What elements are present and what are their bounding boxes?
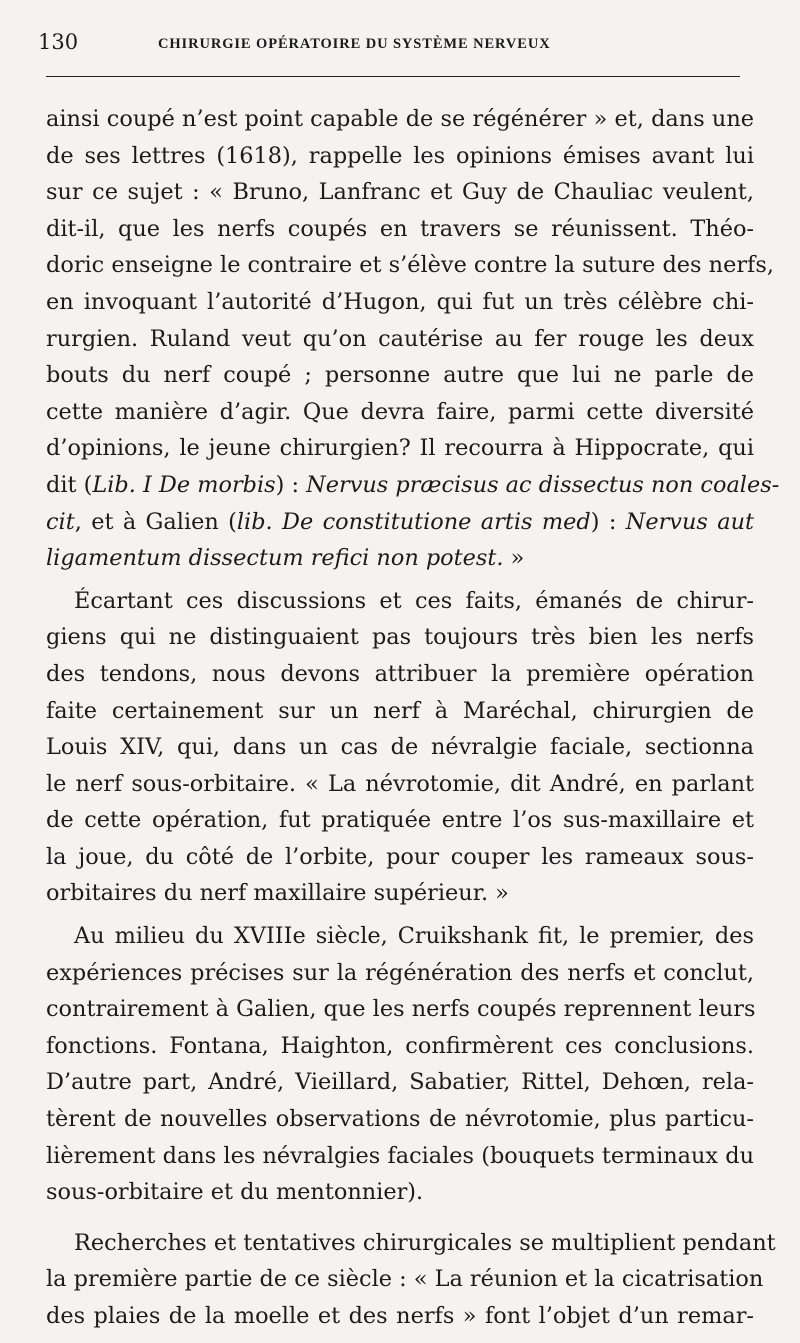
text-line	[46, 138, 754, 175]
text-line	[46, 1064, 754, 1101]
text-segment: la première partie de ce siècle : « La réunion et la cicatrisation	[46, 1266, 764, 1293]
text-segment: faite certainement sur un nerf à Maréchal, chirurgien de	[46, 697, 754, 724]
text-line	[46, 693, 754, 730]
text-segment: expériences précises sur la régénération des nerfs et conclut,	[46, 959, 754, 986]
text-segment: bouts du nerf coupé ; personne autre que lui ne parle de	[46, 362, 754, 389]
text-line	[46, 1138, 754, 1175]
italic-segment: ligamentum dissectum refici non potest.	[46, 545, 504, 572]
text-segment: lièrement dans les névralgies faciales (bouquets terminaux du	[46, 1142, 754, 1169]
text-line	[46, 321, 754, 358]
text-segment: rurgien. Ruland veut qu’on cautérise au fer rouge les deux	[46, 325, 754, 352]
text-line	[46, 802, 754, 839]
text-segment: Louis XIV, qui, dans un cas de névralgie faciale, sectionna	[46, 734, 754, 761]
text-segment: de ses lettres (1618), rappelle les opinions émises avant lui	[46, 142, 754, 169]
running-title: CHIRURGIE OPÉRATOIRE DU SYSTÈME NERVEUX	[158, 36, 551, 52]
text-segment: Recherches et tentatives chirurgicales se multiplient pendant	[74, 1229, 776, 1256]
text-segment: des tendons, nous devons attribuer la première opération	[46, 660, 754, 687]
text-line	[46, 540, 754, 577]
text-segment: en invoquant l’autorité d’Hugon, qui fut un très célèbre chi-	[46, 288, 754, 315]
italic-segment: cit	[46, 508, 75, 535]
running-head	[38, 28, 738, 62]
text-line	[46, 284, 754, 321]
text-line	[46, 955, 754, 992]
text-segment: ) :	[275, 471, 307, 498]
text-segment: ainsi coupé n’est point capable de se régénérer » et, dans une	[46, 106, 754, 132]
text-line	[46, 1261, 764, 1298]
text-segment: dit (	[46, 471, 93, 498]
text-line	[46, 729, 754, 766]
text-line	[46, 619, 754, 656]
text-line	[46, 766, 754, 803]
text-line	[46, 430, 754, 467]
text-line	[46, 101, 754, 138]
text-segment: la joue, du côté de l’orbite, pour couper les rameaux sous-	[46, 843, 754, 870]
text-line	[46, 918, 754, 955]
text-line	[46, 875, 754, 912]
italic-segment: Nervus aut	[625, 508, 754, 535]
text-line	[46, 656, 754, 693]
text-line	[46, 1028, 754, 1065]
text-line	[46, 211, 754, 248]
text-line	[46, 1225, 776, 1262]
text-segment: Écartant ces discussions et ces faits, émanés de chirur-	[74, 587, 754, 614]
text-line	[46, 583, 754, 620]
text-line	[46, 394, 754, 431]
text-segment: de cette opération, fut pratiquée entre l’os sus-maxillaire et	[46, 807, 754, 834]
body-text	[46, 101, 780, 1335]
italic-segment: lib. De constitutione artis med	[236, 508, 591, 535]
text-segment: orbitaires du nerf maxillaire supérieur. »	[46, 880, 509, 907]
italic-segment: Lib. I De morbis	[92, 471, 276, 498]
text-line	[46, 504, 754, 541]
text-segment: »	[503, 545, 525, 572]
text-line	[46, 1298, 754, 1335]
text-segment: tèrent de nouvelles observations de névrotomie, plus particu-	[46, 1106, 754, 1133]
text-segment: , et à Galien (	[74, 508, 237, 535]
text-segment: D’autre part, André, Vieillard, Sabatier, Rittel, Dehœn, rela-	[46, 1069, 754, 1096]
header-rule	[46, 76, 740, 77]
text-segment: contrairement à Galien, que les nerfs coupés reprennent leurs	[46, 996, 756, 1023]
text-segment: sur ce sujet : « Bruno, Lanfranc et Guy de Chauliac veulent,	[46, 179, 754, 206]
text-line	[46, 247, 774, 284]
text-line	[46, 1101, 754, 1138]
text-segment: des plaies de la moelle et des nerfs » font l’objet d’un remar-	[46, 1303, 754, 1329]
text-line	[46, 467, 780, 504]
text-segment: d’opinions, le jeune chirurgien? Il recourra à Hippocrate, qui	[46, 435, 754, 462]
text-line	[46, 991, 754, 1028]
text-line	[46, 357, 754, 394]
text-segment: sous-orbitaire et du mentonnier).	[46, 1179, 424, 1206]
text-segment: giens qui ne distinguaient pas toujours très bien les nerfs	[46, 624, 754, 651]
text-segment: cette manière d’agir. Que devra faire, parmi cette diversité	[46, 398, 754, 425]
text-line	[46, 839, 754, 876]
text-segment: doric enseigne le contraire et s’élève contre la suture des nerfs,	[46, 252, 774, 279]
italic-segment: Nervus præcisus ac dissectus non coales-	[306, 471, 780, 498]
text-segment: ) :	[590, 508, 626, 535]
text-segment: Au milieu du XVIIIe siècle, Cruikshank fit, le premier, des	[74, 923, 754, 950]
text-segment: fonctions. Fontana, Haighton, confirmèrent ces conclusions.	[46, 1032, 754, 1059]
text-segment: le nerf sous-orbitaire. « La névrotomie, dit André, en parlant	[46, 770, 754, 797]
page-number: 130	[38, 30, 79, 54]
text-segment: dit-il, que les nerfs coupés en travers se réunissent. Théo-	[46, 215, 754, 242]
text-line	[46, 1174, 754, 1211]
text-line	[46, 174, 754, 211]
